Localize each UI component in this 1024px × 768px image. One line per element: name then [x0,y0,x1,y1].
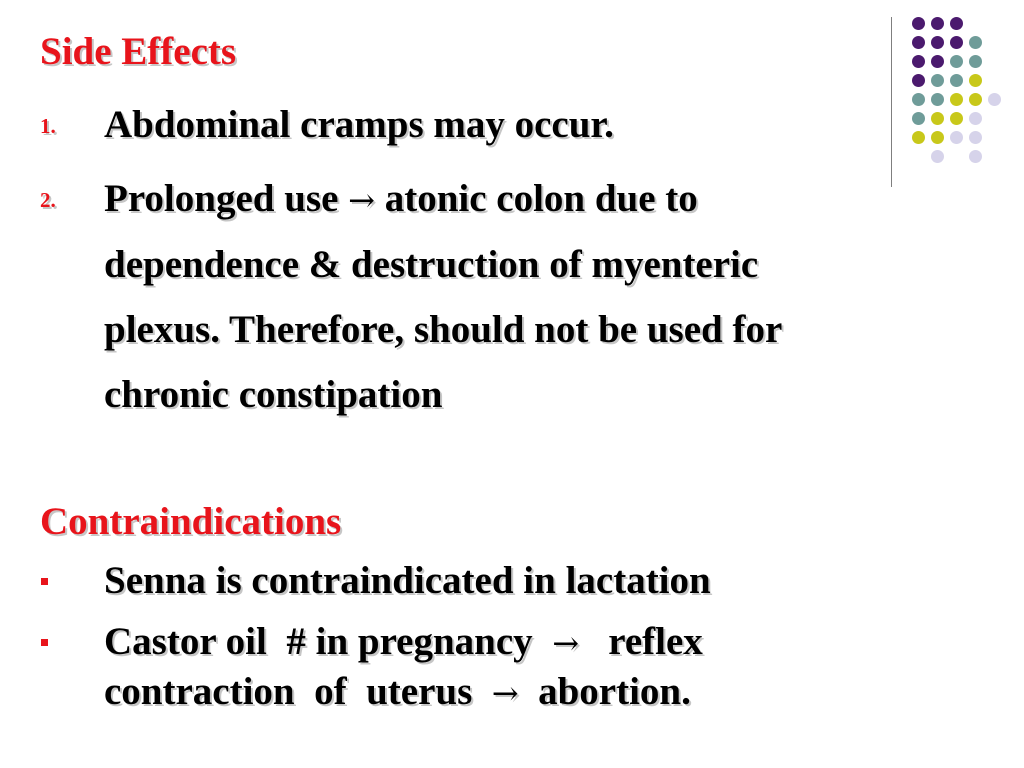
decor-dot [969,131,982,144]
side-effect-item-2-line-3: plexus. Therefore, should not be used for [104,308,783,351]
decor-dot [950,36,963,49]
side-effects-heading: Side Effects [40,30,237,73]
decor-dot [912,55,925,68]
decor-dot [950,74,963,87]
side-effect-item-2-line-2: dependence & destruction of myenteric [104,243,759,286]
decor-dot [931,74,944,87]
decor-dot [931,17,944,30]
decor-dot [931,131,944,144]
decor-dot [931,112,944,125]
contraindication-item-2-text-d: abortion. [538,670,691,713]
decor-dot [912,36,925,49]
decor-dot [988,93,1001,106]
side-effect-item-2-line-1 [104,179,698,218]
bullet-icon [41,639,48,646]
vertical-divider [891,17,892,187]
decor-dot [969,93,982,106]
right-arrow-icon: → [348,181,375,219]
decor-dot [931,55,944,68]
contraindication-item-2-line-1 [104,622,703,661]
decor-dot [950,55,963,68]
decor-dot [912,93,925,106]
decor-dot [912,74,925,87]
decor-dot [969,150,982,163]
decor-dot [969,36,982,49]
decor-dot [912,131,925,144]
side-effect-item-2-text-a: Prolonged use [104,177,339,220]
contraindication-item-1: Senna is contraindicated in lactation [104,559,711,602]
decor-dot [931,93,944,106]
side-effect-item-1: Abdominal cramps may occur. [104,103,614,146]
decor-dot [969,112,982,125]
side-effect-item-2-text-b: atonic colon due to [384,177,698,220]
contraindication-item-2-text-c: contraction of uterus [104,670,473,713]
decor-dot [912,112,925,125]
decor-dot [950,112,963,125]
decor-dot [912,17,925,30]
right-arrow-icon: → [552,624,579,662]
decor-dot [950,17,963,30]
contraindication-item-2-text-b: reflex [608,620,703,663]
list-number-1: 1. [40,114,56,138]
decor-dot [931,36,944,49]
contraindication-item-2-text-a: Castor oil # in pregnancy [104,620,533,663]
list-number-2: 2. [40,188,56,212]
side-effect-item-2-line-4: chronic constipation [104,373,443,416]
decor-dot [969,55,982,68]
contraindication-item-2-line-2 [104,672,691,711]
right-arrow-icon: → [491,674,519,712]
decor-dot [969,74,982,87]
decor-dot [950,93,963,106]
bullet-icon [41,578,48,585]
decor-dot [931,150,944,163]
contraindications-heading: Contraindications [40,500,342,543]
decor-dot [950,131,963,144]
